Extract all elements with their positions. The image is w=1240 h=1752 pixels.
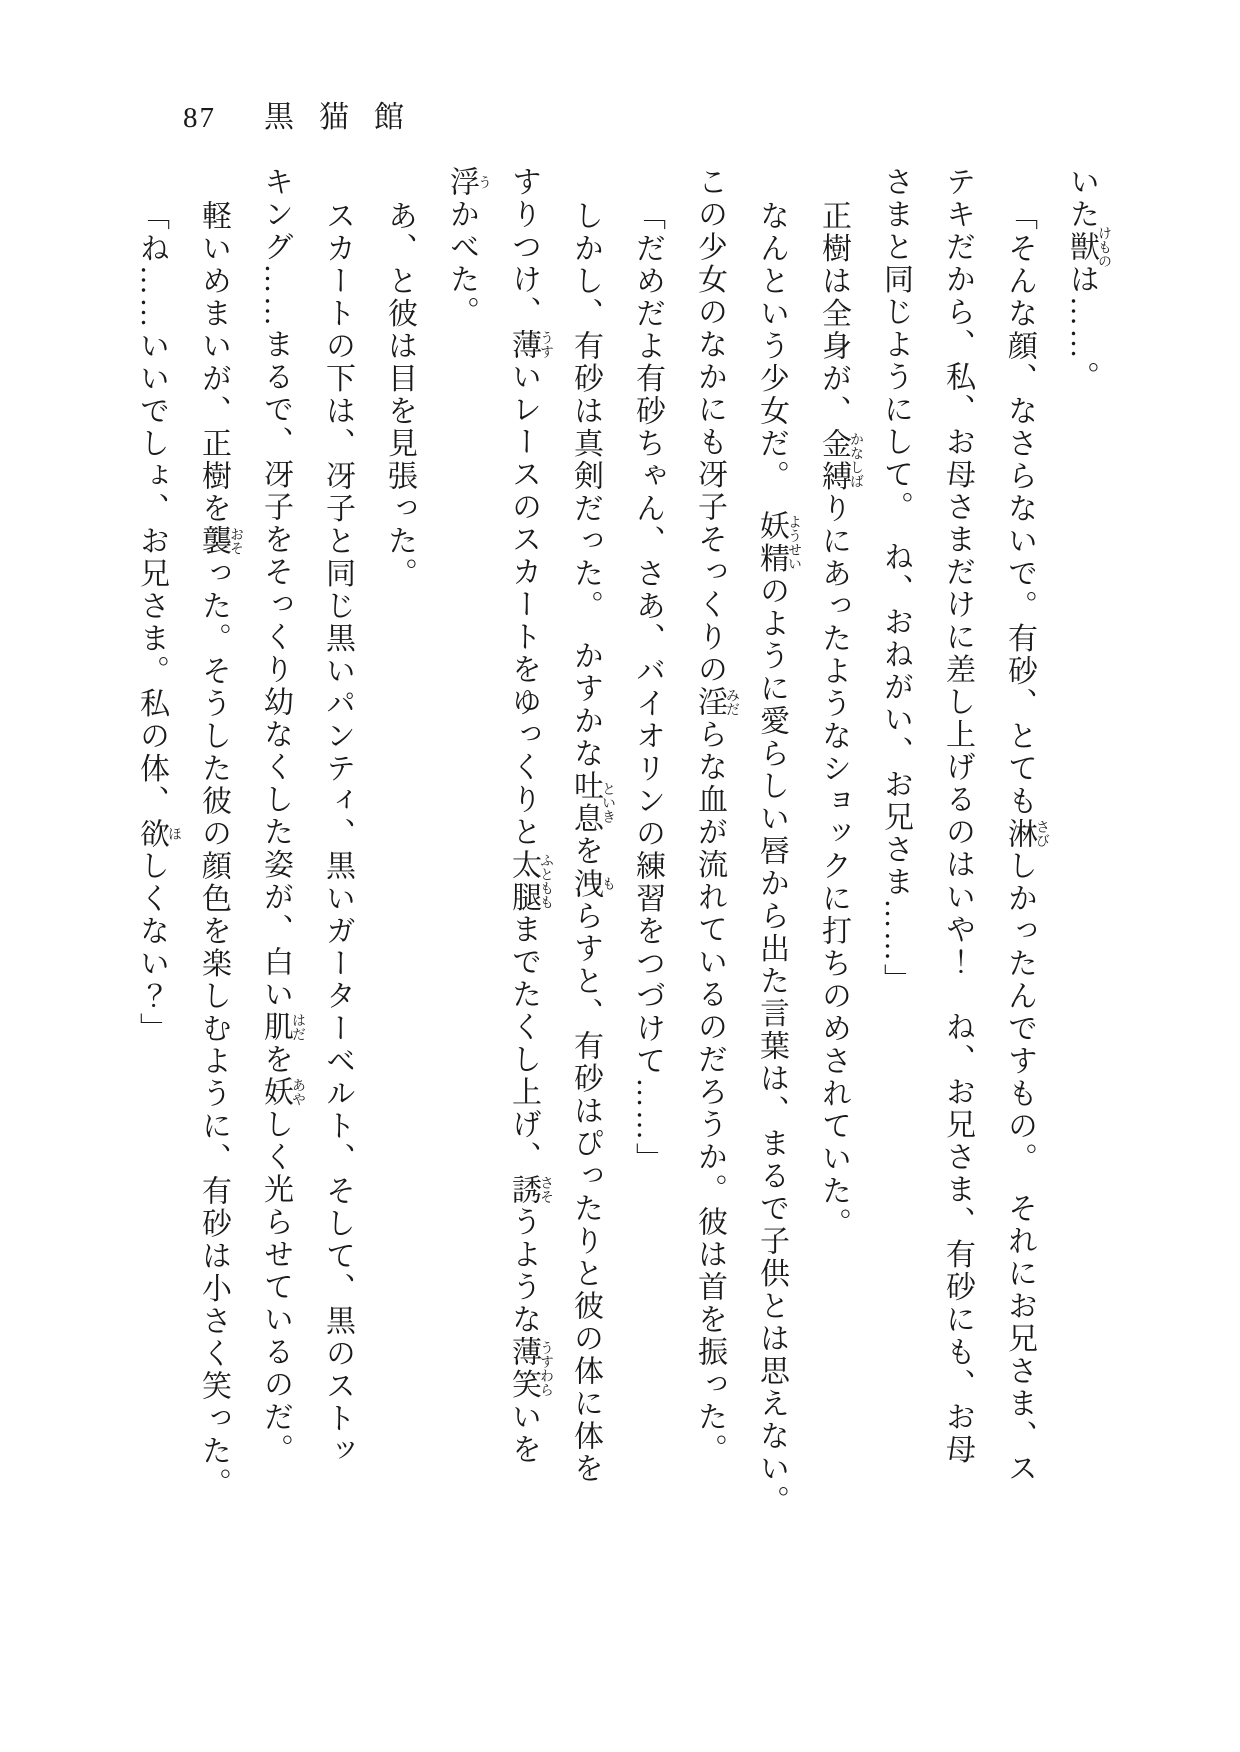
text-column: 浮うかべた。	[445, 166, 491, 329]
ruby-annotation: 獣けもの	[1065, 226, 1111, 269]
text-column: この少女のなかにも冴子そっくりの淫みだらな血が流れているのだろうか。彼は首を振った。	[693, 166, 739, 1466]
ruby-annotation: 洩も	[569, 867, 615, 900]
ruby-annotation: 淫みだ	[693, 686, 739, 719]
text-column: なんという少女だ。 妖精ようせいのように愛らしい唇から出た言葉は、まるで子供とは思えない。	[755, 200, 801, 1518]
ruby-annotation: 浮う	[445, 166, 491, 199]
page-number: 87	[183, 102, 216, 134]
text-column: 正樹は全身が、金縛かなしばりにあったようなショックに打ちのめされていた。	[817, 200, 863, 1240]
ruby-annotation: 襲おそ	[197, 525, 243, 558]
ruby-annotation: 妖精ようせい	[755, 510, 801, 575]
text-column: テキだから、私、お母さまだけに差し上げるのはいや！ ね、お兄さま、有砂にも、お母	[941, 166, 974, 1466]
text-column: さまと同じようにして。 ね、おねがい、お兄さま……」	[879, 166, 912, 996]
ruby-annotation: 欲ほ	[135, 817, 181, 850]
ruby-annotation: 淋さび	[1003, 817, 1049, 850]
text-column: 「ね……いいでしょ、お兄さま。私の体、欲ほしくない？」	[135, 200, 181, 1045]
text-columns	[120, 166, 1112, 1606]
ruby-annotation: 吐息といき	[569, 770, 615, 835]
ruby-annotation: 薄うす	[507, 328, 553, 361]
ruby-annotation: 誘さそ	[507, 1173, 553, 1206]
running-head	[183, 92, 429, 136]
text-column: スカートの下は、冴子と同じ黒いパンティ、黒いガーターベルト、そして、黒のストッ	[321, 200, 354, 1468]
ruby-annotation: 薄笑うすわら	[507, 1336, 553, 1401]
text-column: キング……まるで、冴子をそっくり幼なくした姿が、白い肌はだを妖あやしく光らせているのだ。	[259, 166, 305, 1466]
book-title: 黒猫館	[264, 101, 429, 134]
text-column: 「そんな顔、なさらないで。有砂、とても淋さびしかったんですもの。 それにお兄さま、ス	[1003, 200, 1049, 1485]
ruby-annotation: 太腿ふともも	[507, 848, 553, 914]
ruby-annotation: 肌はだ	[259, 1011, 305, 1044]
text-column: 軽いめまいが、正樹を襲おそった。そうした彼の顔色を楽しむように、有砂は小さく笑った。	[197, 200, 243, 1500]
ruby-annotation: 金縛かなしば	[817, 427, 863, 493]
ruby-annotation: 妖あや	[259, 1076, 305, 1109]
text-column: あ、と彼は目を見張った。	[383, 200, 416, 590]
text-column: いた獣けものは……。	[1065, 166, 1111, 394]
text-column: しかし、有砂は真剣だった。 かすかな吐息といきを洩もらすと、有砂はぴったりと彼の体に体を	[569, 200, 615, 1485]
text-column: 「だめだよ有砂ちゃん、さあ、バイオリンの練習をつづけて……」	[631, 200, 664, 1175]
text-column: すりつけ、薄うすいレースのスカートをゆっくりと太腿ふとももまでたくし上げ、誘さそうような薄笑うすわらいを	[507, 166, 553, 1466]
